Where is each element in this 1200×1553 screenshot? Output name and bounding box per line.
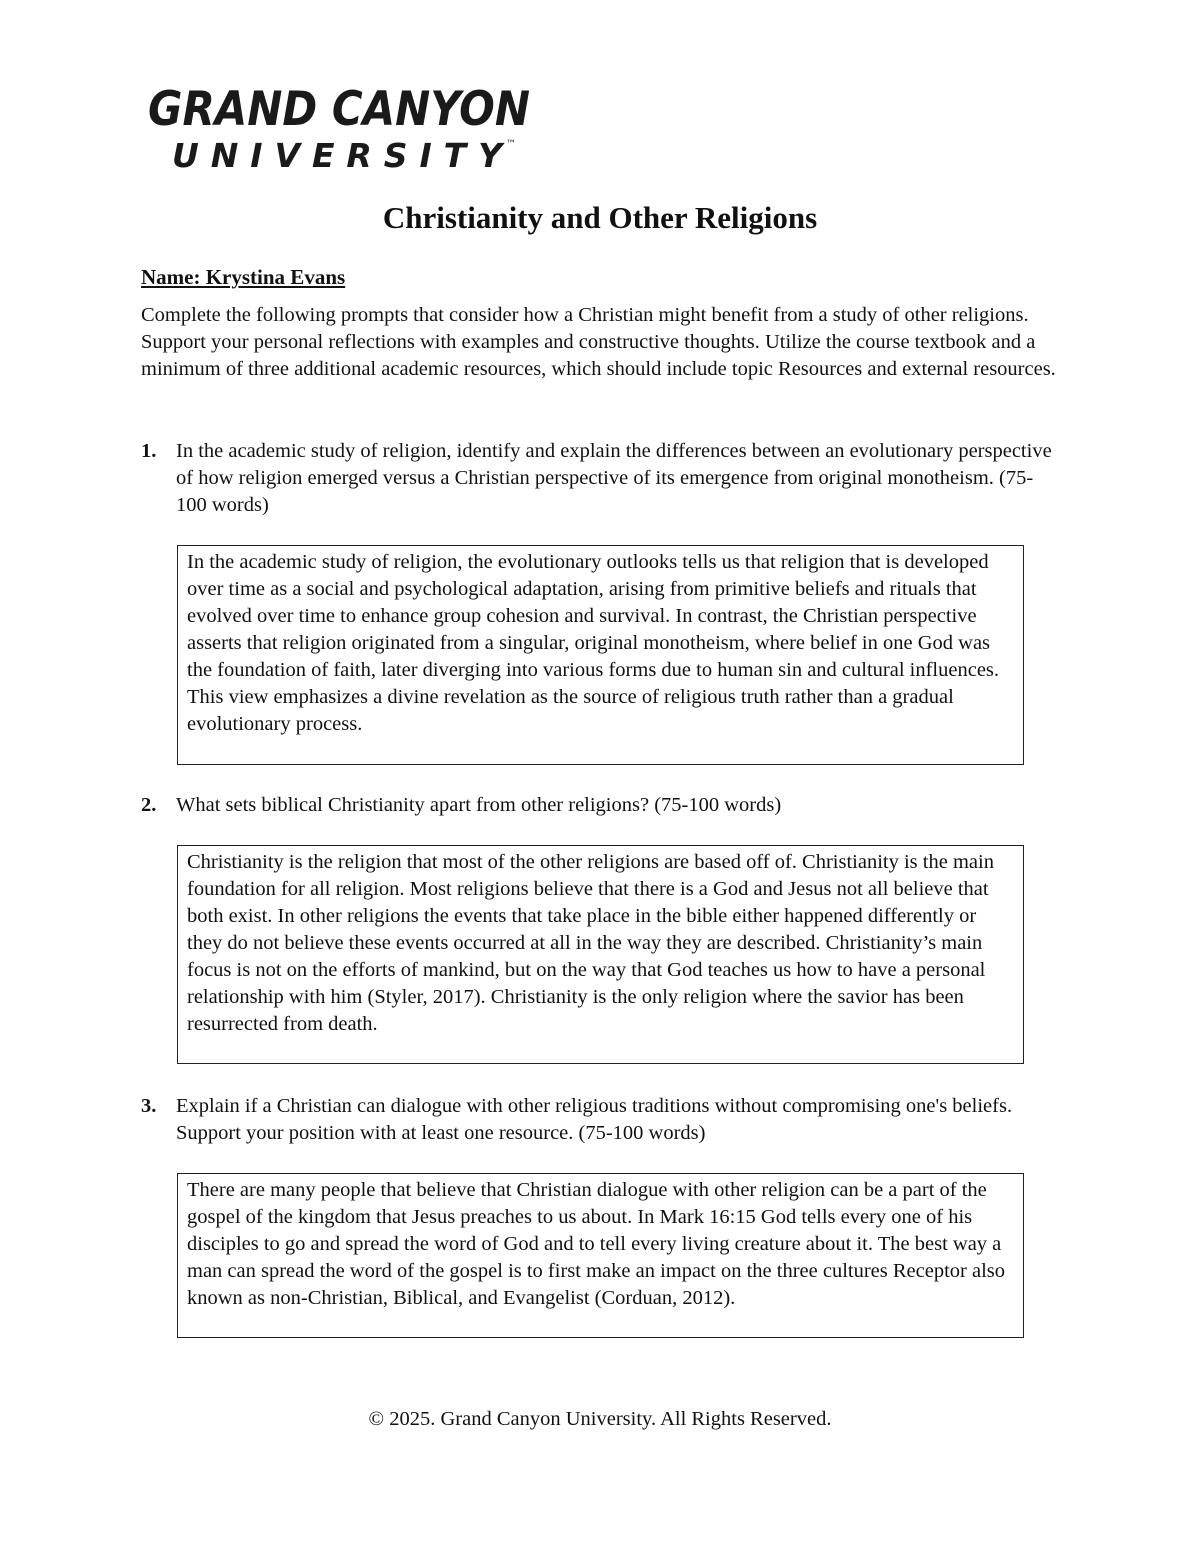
answer-3-text: There are many people that believe that Christian dialogue with other religion can be a part of the gospel of the kingdom that Jesus preaches to us about. In Mark 16:15 God tells every one of his disciples to go and spread the word of God and to tell every living creature about it. The best way a man can spread the word of the gospel is to first make an impact on the three cultures Receptor also known as non-Christian, Biblical, and Evangelist (Corduan, 2012). [187,1179,1006,1309]
question-1-prompt: In the academic study of religion, identify and explain the differences between an evolutionary perspective of how religion emerged versus a Christian perspective of its emergence from original monotheism. (75-100 words) [176,440,1052,516]
logo-wordmark [146,84,546,180]
question-3-prompt: Explain if a Christian can dialogue with other religious traditions without compromising one's beliefs. Support your position with at least one resource. (75-100 words) [176,1095,1013,1144]
question-2-prompt: What sets biblical Christianity apart from other religions? (75-100 words) [176,794,782,816]
trademark-mark: ™ [506,139,516,150]
answer-1-text: In the academic study of religion, the evolutionary outlooks tells us that religion that is developed over time as a social and psychological adaptation, arising from primitive beliefs and rituals that evolved over time to enhance group cohesion and survival. In contrast, the Christian perspective asserts that religion originated from a singular, original monotheism, where belief in one God was the foundation of faith, later diverging into various forms due to human sin and cultural influences. This view emphasizes a divine revelation as the source of religious truth rather than a gradual evolutionary process. [187,551,1000,735]
instructions-paragraph: Complete the following prompts that consider how a Christian might benefit from a study of other religions. Support your personal reflections with examples and constructive thoughts. Utilize the course textbook and a minimum of three additional academic resources, which should include topic Resources and external resources. [141,304,1056,380]
university-logo [146,84,546,180]
copyright-footer: © 2025. Grand Canyon University. All Rights Reserved. [368,1408,832,1430]
answer-2-text: Christianity is the religion that most of the other religions are based off of. Christianity is the main foundation for all religion. Most religions believe that there is a God and Jesus not all believe that both exist. In other religions the events that take place in the bible either happened differently or they do not believe these events occurred at all in the way they are described. Christianity’s main focus is not on the efforts of mankind, but on the way that God teaches us how to have a personal relationship with him (Styler, 2017). Christianity is the only religion where the savior has been resurrected from death. [187,851,994,1035]
student-name: Name: Krystina Evans [141,265,346,289]
question-2-number: 2. [141,794,157,816]
answer-3-box [177,1173,1024,1338]
logo-line-2: UNIVERSITY [172,136,502,175]
answer-1-box [177,545,1024,765]
logo-line-1: GRAND CANYON [148,84,530,137]
page-title: Christianity and Other Religions [382,200,818,235]
question-3-number: 3. [141,1095,157,1117]
question-1-number: 1. [141,440,157,462]
answer-2-box [177,845,1024,1064]
